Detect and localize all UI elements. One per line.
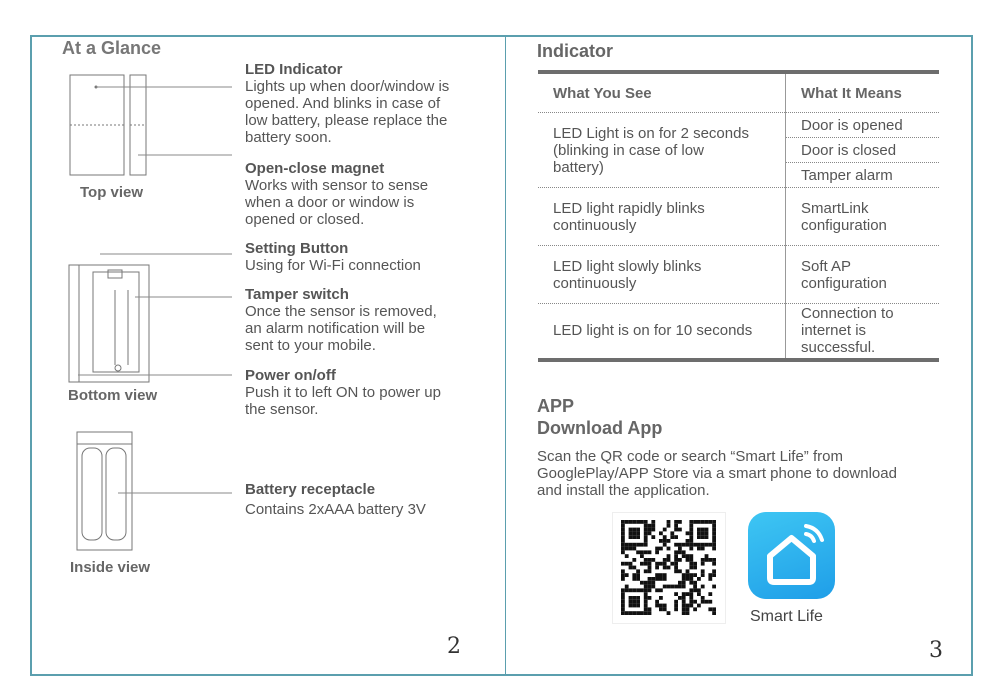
caption-top-view: Top view xyxy=(80,184,144,201)
download-instructions: Scan the QR code or search “Smart Life” from GooglePlay/APP Store via a smart phone to download and install the application. xyxy=(537,448,897,499)
qr-code-graphic xyxy=(613,513,725,623)
page-number-left: 2 xyxy=(447,634,461,659)
cell-see: LED light is on for 10 seconds xyxy=(538,304,786,360)
table-row xyxy=(538,188,939,246)
cell-means: Tamper alarm xyxy=(786,163,940,188)
at-a-glance-heading: At a Glance xyxy=(62,38,162,58)
caption-inside-view: Inside view xyxy=(70,559,151,576)
label-battery-receptacle: Battery receptacle Contains 2xAAA battery 3V xyxy=(245,481,426,518)
table-row xyxy=(538,113,939,138)
header-what-you-see: What You See xyxy=(538,72,786,113)
qr-code[interactable] xyxy=(612,512,726,624)
smart-life-app-icon[interactable] xyxy=(748,512,835,599)
cell-see: LED light slowly blinks continuously xyxy=(538,246,786,304)
label-tamper-switch: Tamper switch Once the sensor is removed, an alarm notification will be sent to your mobile. xyxy=(245,286,437,354)
label-power-onoff: Power on/off Push it to left ON to power up the sensor. xyxy=(245,367,441,418)
cell-means: Door is closed xyxy=(786,138,940,163)
caption-bottom-view: Bottom view xyxy=(68,387,158,404)
label-open-close-magnet: Open-close magnet Works with sensor to sense when a door or window is opened or closed. xyxy=(245,160,429,228)
cell-means: Soft AP configuration xyxy=(786,246,940,304)
app-name: Smart Life xyxy=(750,608,823,625)
cell-see: LED Light is on for 2 seconds (blinking in case of low battery) xyxy=(538,113,786,188)
page-number-right: 3 xyxy=(929,638,943,663)
label-setting-button: Setting Button Using for Wi-Fi connection xyxy=(245,240,421,274)
top-view-illustration xyxy=(70,75,146,175)
label-led-indicator: LED Indicator Lights up when door/window is opened. And blinks in case of low battery, please replace the battery soon. xyxy=(245,61,450,146)
app-title: APP xyxy=(537,396,575,416)
cell-means: Door is opened xyxy=(786,113,940,138)
bottom-view-illustration xyxy=(69,265,149,382)
download-app-title: Download App xyxy=(537,418,663,438)
header-what-it-means: What It Means xyxy=(786,72,940,113)
table-row xyxy=(538,304,939,360)
home-icon xyxy=(748,512,835,599)
table-header-row xyxy=(538,72,939,113)
inside-view-illustration xyxy=(77,432,132,550)
cell-means: Connection to internet is successful. xyxy=(786,304,940,360)
app-heading xyxy=(537,395,662,439)
cell-see: LED light rapidly blinks continuously xyxy=(538,188,786,246)
indicator-heading: Indicator xyxy=(537,41,614,61)
table-row xyxy=(538,246,939,304)
indicator-table xyxy=(538,70,939,362)
cell-means: SmartLink configuration xyxy=(786,188,940,246)
